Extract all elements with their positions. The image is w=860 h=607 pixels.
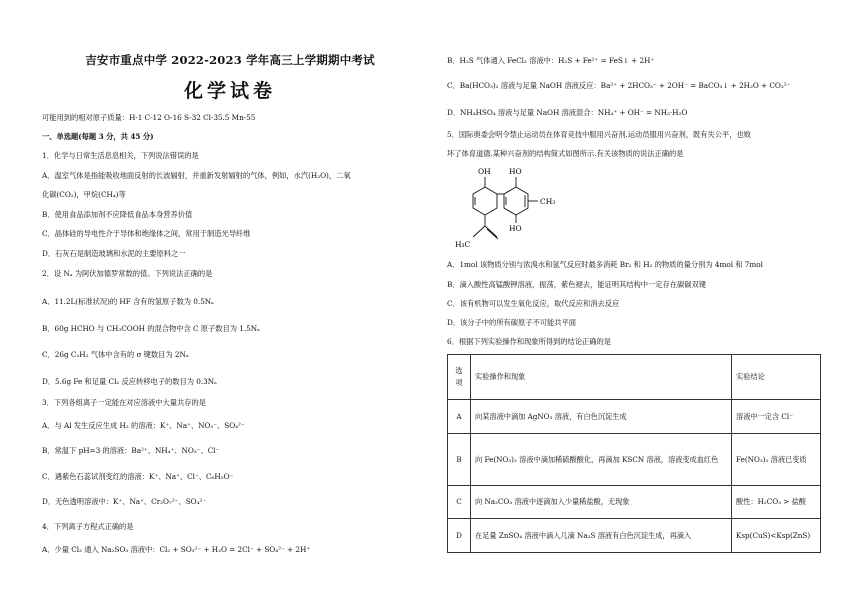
row-d-conclusion: Ksp(CuS)<Ksp(ZnS) bbox=[732, 519, 821, 553]
q1-option-b: B．使用食品添加剂不应降低食品本身营养价值 bbox=[42, 210, 193, 219]
q3-stem: 3．下列各组离子一定能在对应溶液中大量共存的是 bbox=[42, 398, 207, 407]
row-a-option: A bbox=[448, 400, 471, 434]
atomic-mass-note: 可能用到的相对原子质量：H-1 C-12 O-16 S-32 Cl-35.5 Mn-55 bbox=[42, 113, 256, 122]
row-b-conclusion: Fe(NO₃)₂ 溶液已变质 bbox=[732, 434, 821, 486]
experiment-table bbox=[447, 354, 821, 553]
row-b-option: B bbox=[448, 434, 471, 486]
q3-option-a: A．与 Al 发生反应生成 H₂ 的溶液：K⁺、Na⁺、NO₃⁻、SO₄²⁻ bbox=[42, 421, 245, 430]
q4-option-a: A．少量 Cl₂ 通入 Na₂SO₃ 溶液中：Cl₂ + SO₃²⁻ + H₂O = 2Cl⁻ + SO₄²⁻ + 2H⁺ bbox=[42, 545, 311, 554]
label-h3c: H₃C bbox=[455, 240, 471, 249]
header-operation: 实验操作和现象 bbox=[471, 355, 732, 400]
q4-stem: 4．下列离子方程式正确的是 bbox=[42, 522, 134, 531]
q1-option-d: D．石灰石是制造玻璃和水泥的主要原料之一 bbox=[42, 249, 186, 258]
label-oh-1: OH bbox=[478, 167, 491, 176]
q1-option-a-cont: 化碳(CO₂)，甲烷(CH₄)等 bbox=[42, 190, 126, 199]
table-header-row bbox=[448, 355, 821, 400]
subject-title: 化学试卷 bbox=[183, 80, 276, 102]
section-heading: 一、单选题(每题 3 分，共 45 分) bbox=[42, 132, 154, 141]
q5-option-a: A．1mol 该物质分别与浓溴水和氢气反应时最多消耗 Br₂ 和 H₂ 的物质的量分别为 4mol 和 7mol bbox=[447, 260, 763, 269]
row-d-operation: 在足量 ZnSO₄ 溶液中滴入几滴 Na₂S 溶液有白色沉淀生成，再滴入 bbox=[471, 519, 732, 553]
right-benzene-ring bbox=[504, 187, 528, 215]
row-a-conclusion: 溶液中一定含 Cl⁻ bbox=[732, 400, 821, 434]
label-ch3: CH₃ bbox=[540, 197, 556, 206]
q4-option-b: B．H₂S 气体通入 FeCl₂ 溶液中：H₂S + Fe²⁺ = FeS↓ + 2H⁺ bbox=[447, 56, 655, 65]
q5-stem: 5．国际奥委会明令禁止运动员在体育竞技中服用兴奋剂.运动员服用兴奋剂，既有失公平，也败 bbox=[447, 130, 751, 139]
q1-stem: 1．化学与日常生活息息相关，下列说法错误的是 bbox=[42, 151, 199, 160]
q2-option-d: D．5.6g Fe 和足量 Cl₂ 反应转移电子的数目为 0.3Nₐ bbox=[42, 377, 217, 386]
table-row bbox=[448, 519, 821, 553]
row-c-operation: 向 Na₂CO₃ 溶液中逐滴加入少量稀盐酸，无现象 bbox=[471, 486, 732, 519]
row-d-option: D bbox=[448, 519, 471, 553]
q1-option-c: C．晶体硅的导电性介于导体和绝缘体之间，常用于制造光导纤维 bbox=[42, 229, 251, 238]
q5-stem-cont: 坏了体育道德.某种兴奋剂的结构简式如图所示.有关该物质的说法正确的是 bbox=[447, 149, 684, 158]
table-row bbox=[448, 434, 821, 486]
q5-option-d: D．该分子中的所有碳原子不可能共平面 bbox=[447, 318, 576, 327]
q2-option-c: C．26g C₂H₂ 气体中含有的 σ 键数目为 2Nₐ bbox=[42, 350, 189, 359]
q2-stem: 2．设 Nₐ 为阿伏加德罗常数的值。下列说法正确的是 bbox=[42, 269, 213, 278]
table-row bbox=[448, 486, 821, 519]
table-row bbox=[448, 400, 821, 434]
row-c-option: C bbox=[448, 486, 471, 519]
q3-option-c: C．遇紫色石蕊试剂变红的溶液：K⁺、Na⁺、Cl⁻、C₆H₅O⁻ bbox=[42, 472, 234, 481]
q1-option-a: A．温室气体是指能吸收地面反射的长波辐射，并重新发射辐射的气体，例如，水汽(H₂O)，二氧 bbox=[42, 171, 351, 180]
row-b-operation: 向 Fe(NO₃)₂ 溶液中滴加稀硫酸酸化，再滴加 KSCN 溶液，溶液变成血红色 bbox=[471, 434, 732, 486]
q5-option-b: B．滴入酸性高锰酸钾溶液，振荡，紫色褪去，能证明其结构中一定存在碳碳双键 bbox=[447, 280, 706, 289]
q2-option-b: B．60g HCHO 与 CH₃COOH 的混合物中含 C 原子数目为 1.5Nₐ bbox=[42, 324, 260, 333]
label-ho-1: HO bbox=[509, 167, 522, 176]
exam-title: 吉安市重点中学 2022-2023 学年高三上学期期中考试 bbox=[85, 53, 375, 67]
left-benzene-ring bbox=[473, 187, 497, 215]
q3-option-d: D．无色透明溶液中：K⁺、Na⁺、Cr₂O₇²⁻、SO₄²⁻ bbox=[42, 497, 207, 506]
q6-stem: 6．根据下列实验操作和现象所得到的结论正确的是 bbox=[447, 337, 612, 346]
q3-option-b: B．常温下 pH=3 的溶液：Ba²⁺、NH₄⁺、NO₃⁻、Cl⁻ bbox=[42, 446, 220, 455]
label-ho-2: HO bbox=[509, 224, 522, 233]
header-conclusion: 实验结论 bbox=[732, 355, 821, 400]
row-a-operation: 向某溶液中滴加 AgNO₃ 溶液，有白色沉淀生成 bbox=[471, 400, 732, 434]
q2-option-a: A．11.2L(标准状况)的 HF 含有的氢原子数为 0.5Nₐ bbox=[42, 297, 214, 306]
molecule-structure-diagram bbox=[455, 161, 615, 253]
row-c-conclusion: 酸性：H₂CO₃ > 盐酸 bbox=[732, 486, 821, 519]
q5-option-c: C．该有机物可以发生氧化反应，取代反应和消去反应 bbox=[447, 299, 620, 308]
q4-option-c: C．Ba(HCO₃)₂ 溶液与足量 NaOH 溶液反应：Ba²⁺ + 2HCO₃⁻ + 2OH⁻ = BaCO₃↓ + 2H₂O + CO₃²⁻ bbox=[447, 81, 791, 90]
q4-option-d: D．NH₄HSO₄ 溶液与足量 NaOH 溶液混合：NH₄⁺ + OH⁻ = NH₃·H₂O bbox=[447, 108, 688, 117]
header-option: 选项 bbox=[448, 355, 471, 400]
